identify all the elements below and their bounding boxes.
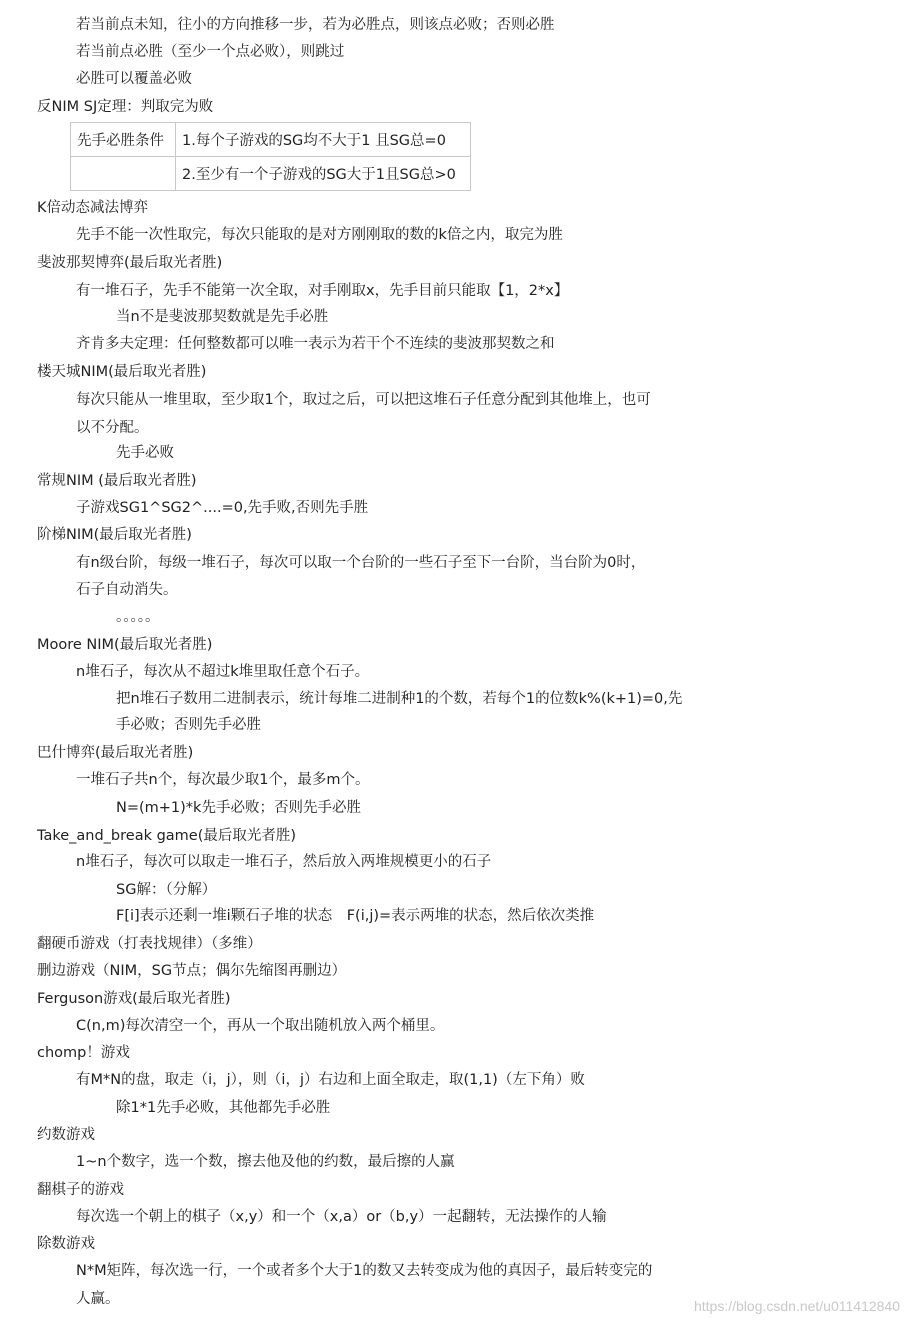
text-line: 1~n个数字，选一个数，擦去他及他的约数，最后擦的人赢 bbox=[76, 1154, 455, 1170]
text-line: 先手必败 bbox=[116, 445, 174, 461]
text-line: 人赢。 bbox=[76, 1291, 120, 1307]
text-line: F[i]表示还剩一堆i颗石子堆的状态 F(i,j)=表示两堆的状态，然后依次类推 bbox=[116, 908, 595, 924]
text-line: 一堆石子共n个，每次最少取1个，最多m个。 bbox=[76, 772, 370, 788]
text-line: 石子自动消失。 bbox=[76, 582, 178, 598]
text-line: C(n,m)每次清空一个，再从一个取出随机放入两个桶里。 bbox=[76, 1018, 445, 1034]
text-line: 必胜可以覆盖必败 bbox=[76, 71, 192, 87]
table-cell: 2.至少有一个子游戏的SG大于1且SG总>0 bbox=[176, 157, 471, 191]
section-heading: 楼天城NIM(最后取光者胜) bbox=[37, 364, 207, 380]
text-line: 以不分配。 bbox=[76, 420, 149, 436]
watermark-url: https://blog.csdn.net/u011412840 bbox=[693, 1298, 900, 1314]
text-line: N*M矩阵，每次选一行，一个或者多个大于1的数又去转变成为他的真因子，最后转变完的 bbox=[76, 1263, 653, 1279]
table-cell: 1.每个子游戏的SG均不大于1 且SG总=0 bbox=[176, 123, 471, 157]
anti-nim-condition-table bbox=[70, 122, 471, 191]
text-line: 每次只能从一堆里取，至少取1个，取过之后，可以把这堆石子任意分配到其他堆上，也可 bbox=[76, 392, 651, 408]
text-line: 把n堆石子数用二进制表示，统计每堆二进制种1的个数，若每个1的位数k%(k+1)=0,先 bbox=[116, 691, 683, 707]
text-line: N=(m+1)*k先手必败；否则先手必胜 bbox=[116, 800, 361, 816]
text-line: 若当前点未知，往小的方向推移一步，若为必胜点，则该点必败；否则必胜 bbox=[76, 17, 555, 33]
text-line: 除1*1先手必败，其他都先手必胜 bbox=[116, 1100, 331, 1116]
text-line: 手必败；否则先手必胜 bbox=[116, 717, 261, 733]
section-heading: 约数游戏 bbox=[37, 1127, 95, 1143]
section-heading: Take_and_break game(最后取光者胜) bbox=[37, 828, 297, 844]
text-line: 有M*N的盘，取走（i，j），则（i，j）右边和上面全取走，取(1,1)（左下角）败 bbox=[76, 1072, 585, 1088]
table-cell: 先手必胜条件 bbox=[71, 123, 176, 157]
text-line: 当n不是斐波那契数就是先手必胜 bbox=[116, 309, 329, 325]
section-heading: 斐波那契博弈(最后取光者胜) bbox=[37, 255, 223, 271]
text-line: 。。。。。 bbox=[116, 609, 160, 625]
section-heading: 除数游戏 bbox=[37, 1236, 95, 1252]
section-heading: 常规NIM (最后取光者胜) bbox=[37, 473, 197, 489]
text-line: 先手不能一次性取完，每次只能取的是对方刚刚取的数的k倍之内，取完为胜 bbox=[76, 227, 563, 243]
section-heading: Ferguson游戏(最后取光者胜) bbox=[37, 991, 231, 1007]
text-line: 有一堆石子，先手不能第一次全取，对手刚取x，先手目前只能取【1，2*x】 bbox=[76, 283, 569, 299]
text-line: 有n级台阶，每级一堆石子，每次可以取一个台阶的一些石子至下一台阶，当台阶为0时， bbox=[76, 555, 646, 571]
table-row bbox=[71, 123, 471, 157]
text-line: SG解：（分解） bbox=[116, 882, 217, 898]
text-line: 齐肯多夫定理：任何整数都可以唯一表示为若干个不连续的斐波那契数之和 bbox=[76, 336, 555, 352]
text-line: 每次选一个朝上的棋子（x,y）和一个（x,a）or（b,y）一起翻转，无法操作的人输 bbox=[76, 1209, 607, 1225]
table-row bbox=[71, 157, 471, 191]
section-heading: 阶梯NIM(最后取光者胜) bbox=[37, 527, 192, 543]
section-heading: 翻硬币游戏（打表找规律）（多维） bbox=[37, 936, 262, 952]
section-heading: 删边游戏（NIM，SG节点；偶尔先缩图再删边） bbox=[37, 963, 347, 979]
section-heading: 反NIM SJ定理：判取完为败 bbox=[37, 99, 214, 115]
section-heading: Moore NIM(最后取光者胜) bbox=[37, 637, 213, 653]
table-cell bbox=[71, 157, 176, 191]
section-heading: K倍动态减法博弈 bbox=[37, 200, 149, 216]
text-line: n堆石子，每次从不超过k堆里取任意个石子。 bbox=[76, 664, 370, 680]
text-line: 若当前点必胜（至少一个点必败），则跳过 bbox=[76, 44, 345, 60]
section-heading: 翻棋子的游戏 bbox=[37, 1182, 124, 1198]
section-heading: 巴什博弈(最后取光者胜) bbox=[37, 745, 194, 761]
section-heading: chomp！游戏 bbox=[37, 1045, 130, 1061]
text-line: 子游戏SG1^SG2^....=0,先手败,否则先手胜 bbox=[76, 500, 369, 516]
text-line: n堆石子，每次可以取走一堆石子，然后放入两堆规模更小的石子 bbox=[76, 854, 492, 870]
